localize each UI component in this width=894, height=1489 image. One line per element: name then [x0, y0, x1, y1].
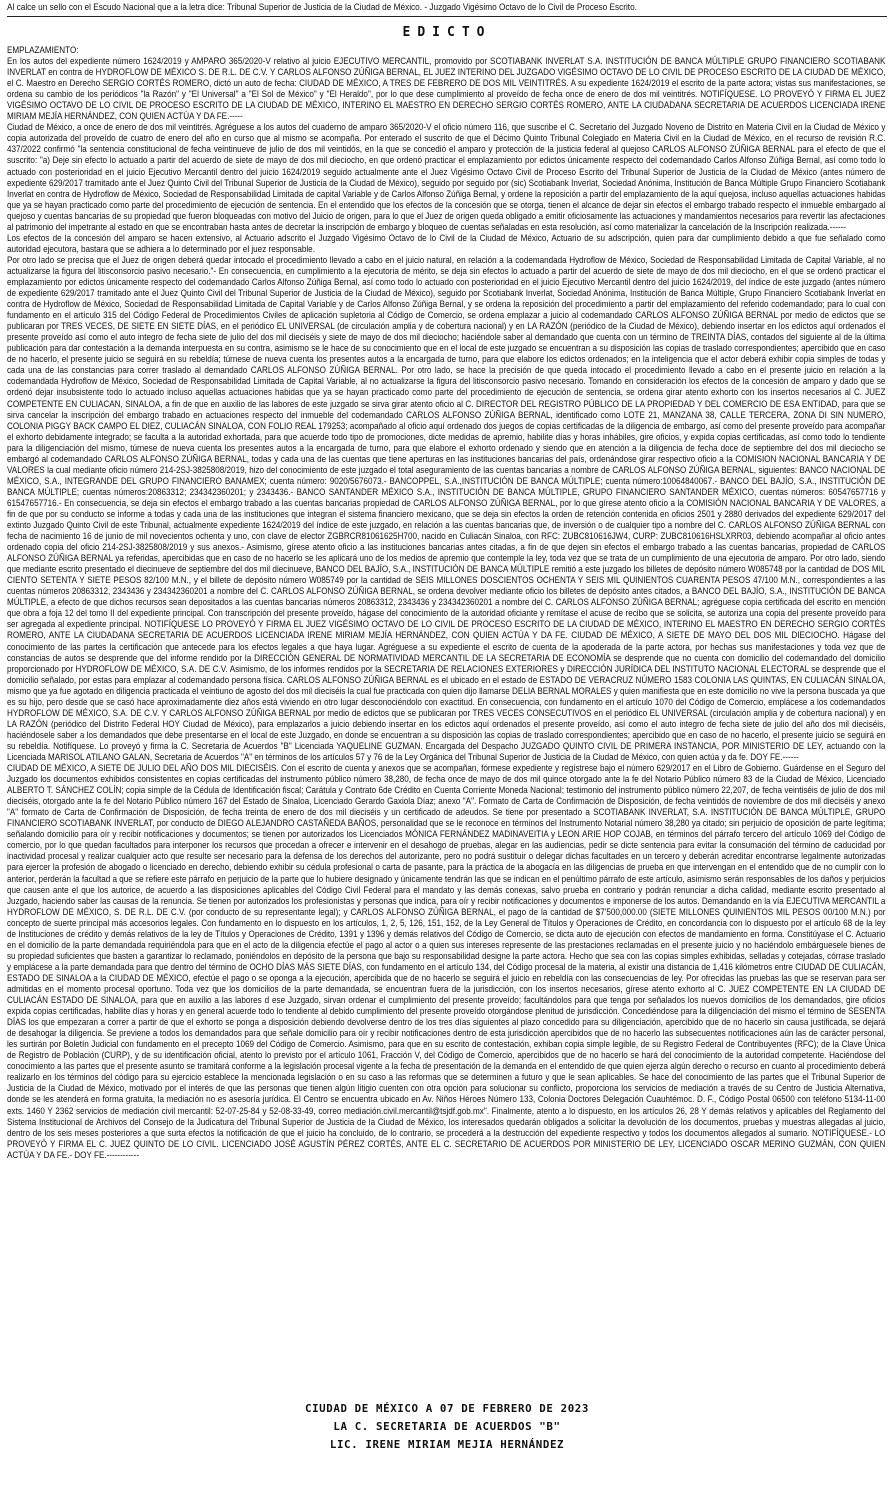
- paragraph-5: CIUDAD DE MÉXICO, A SIETE DE JULIO DEL AÑO DOS MIL DIECISÉIS. Con el escrito de cuenta y anexos que se acompañan, fórmese expediente y regístrese bajo el número 629/2017 en el Libro de Gobierno. Guárdense en el Seguro del Juzgado los documentos exhibidos consistentes en copias certificadas del instrumento público número 38,280, de fecha once de mayo de dos mil quince otorgado ante la fe del Notario Público número 83 de la Ciudad de México, Licenciado ALBERTO T. SÁNCHEZ COLÍN; copia simple de la Cédula de Identificación fiscal; Carátula y Contrato 6de Crédito en Cuenta Corriente Moneda Nacional; testimonio del instrumento público número 22,207, de fecha veintiséis de julio de dos mil dieciséis, otorgado ante la fe del Notario Público número 167 del Estado de Sinaloa, Licenciado Gerardo Gaxiola Díaz; anexo "A". Formato de Carta de Confirmación de Disposición, de fecha veintidós de noviembre de dos mil dieciséis y anexo "A" formato de Carta de Confirmación de Disposición, de fecha treinta de enero de dos mil dieciséis y un certificado de adeudos. Se tiene por presentado a SCOTIABANK INVERLAT, S.A. INSTITUCIÓN DE BANCA MÚLTIPLE, GRUPO FINANCIERO SCOTIABANK INVERLAT, por conducto de DIEGO ALEJANDRO CASTAÑEDA BAÑOS, personalidad que se le reconoce en términos del Instrumento Notarial número 38,280 ya citado; sin perjuicio de oposición de parte legítima; señalando domicilio para oír y recibir notificaciones y documentos; se tienen por autorizados los Licenciados MÓNICA FERNÁNDEZ MADINAVEITIA y LEON ARIE HOP COJAB, en términos del párrafo tercero del artículo 1069 del Código de comercio, por lo que quedan facultados para interponer los recursos que procedan a ofrecer e intervenir en el desahogo de pruebas, alegar en las audiencias, pedir se dicte sentencia para evitar la consumación del término de caducidad por inactividad procesal y realizar cualquier acto que resulte ser necesario para la defensa de los derechos del autorizante, pero no podrá sustituir o delegar dichas facultades en un tercero y deberán acreditar encontrarse legalmente autorizadas para ejercer la profesión de abogado o licenciado en derecho, debiendo exhibir su cédula profesional o carta de pasante, para la práctica de la abogacía en las diligencias de prueba en que intervengan en el entendido que de no cumplir con lo anterior, perderán la facultad a que se refiere este párrafo en perjuicio de la parte que lo hubiere designado y únicamente tendrán las que se indican en el penúltimo párrafo de este artículo, asimismo serán responsables de los daños y perjuicios que causen ante el que los autorice, de acuerdo a las disposiciones aplicables del Código Civil Federal para el mandato y las demás conexas, salvo prueba en contrario y podrán renunciar a dicha calidad, mediante escrito presentado al Juzgado, haciendo saber las causas de la renuncia. Se tienen por autorizados los profesionistas y personas que indica, para oír y recibir notificaciones y documentos e imponerse de los autos. Demandando en la vía EJECUTIVA MERCANTIL a HYDROFLOW DE MÉXICO, S. DE R.L. DE C.V. (por conducto de su representante legal); y CARLOS ALFONSO ZÚÑIGA BERNAL, el pago de la cantidad de $7'500,000.00 (SIETE MILLONES QUINIENTOS MIL PESOS 00/100 M.N.) por concepto de suerte principal más accesorios legales. Con fundamento en lo dispuesto en los artículos, 1, 2, 5, 126, 151, 152, de la Ley General de Títulos y Operaciones de Crédito, en concordancia con lo dispuesto por el artículo 68 de la ley de Instituciones de crédito y demás relativos de la ley de Títulos y Operaciones de Crédito, 1391 y 1396 y demás relativos del Código de Comercio, se dicta auto de ejecución con efectos de mandamiento en forma. Constitúyase el C. Actuario en el domicilio de la parte demandada requiriéndola para que en el acto de la diligencia efectúe el pago al actor o a quien sus intereses represente de las prestaciones reclamadas en el presente juicio y no haciéndolo embárguesele bienes de su propiedad suficientes que basten a garantizar lo reclamado, poniéndolos en depósito de la persona que bajo su responsabilidad designe la parte actora. Hecho que sea con las copias simples exhibidas, selladas y cotejadas, córrase traslado y emplácese a la parte demandada para que dentro del término de OCHO DÍAS MÁS SIETE DÍAS, con fundamento en el artículo 134, del Código procesal de la materia, al existir una distancia de 1,416 kilómetros entre CIUDAD DE CULIACÁN, ESTADO DE SINALOA a la CIUDAD DE MÉXICO, efectúe el pago o se oponga a la ejecución, apercibida que de no hacerlo se seguirá el juicio en rebeldía con las consecuencias de ley. Por ofrecidas las pruebas las que se reservan para ser admitidas en el momento procesal oportuno. Toda vez que los domicilios de la parte demandada, se encuentran fuera de la jurisdicción, con los insertos necesarios, gírese atento exhorto al C. JUEZ COMPETENTE EN LA CIUDAD DE CULIACÁN ESTADO DE SINALOA, para que en auxilio a las labores d ese Juzgado, sirvan ordenar el cumplimiento del presente proveído; facultándolos para que tenga por señalados los nuevos domicilios de los demandados, gire oficios expida copias certificadas, habilite días y horas y en general acuerde todo lo tendiente al debido cumplimiento del presente proveído otorgándose plenitud de jurisdicción. Concediéndose para la diligenciación del mismo el término de SESENTA DÍAS los que empezaran a correr a partir de que el exhorto se ponga a disposición debiendo devolverse dentro de los tres días siguientes al plazo concedido para su diligenciación, apercibido que de no hacerlo sin causa justificada, se dejará de desahogar la diligencia. Se previene a todos los demandados para que señale domicilio para oír y recibir notificaciones dentro de esta jurisdicción apercibidos que de no hacerlo las subsecuentes notificaciones aún las de carácter personal, les surtirán por Boletín Judicial con fundamento en el precepto 1069 del Código de Comercio. Asimismo, para que en su escrito de contestación, exhiban copia simple legible, de su Registro Federal de Contribuyentes (RFC); de la Clave Única de Registro de Población (CURP), y de su identificación oficial, atento lo previsto por el artículo 1061, Fracción V, del Código de Comercio, apercibidos que de no hacerlo se hará del conocimiento de la autoridad competente. Haciéndose del conocimiento a las partes que el presente asunto se tramitará conforme a la legislación procesal vigente a la fecha de presentación de la demanda en el entendido de que quien ejerza algún derecho o recurso en cuanto al procedimiento deberá realizarlo en los términos del código para su ejercicio establece la mencionada legislación o en su caso a las reformas que se determinen a futuro y que le sean aplicables. Se hace del conocimiento de las partes que el Tribunal Superior de Justicia de la Ciudad de México, motivado por el interés de que las personas que tienen algún litigio cuenten con otra opción para solucionar su conflicto, proporciona los servicios de mediación a través de su Centro de Justicia Alternativa, donde se les atenderá en forma gratuita, la mediación no es asesoría jurídica. El Centro se encuentra ubicado en Av. Niños Héroes Número 133, Colonia Doctores Delegación Cuauhtémoc. D. F., Código Postal 06500 con teléfono 5134-11-00 exts. 1460 Y 2362 servicios de mediación civil mercantil: 52-07-25-84 y 52-08-33-49, correo mediación.civil.mercantil@tsjdf.gob.mx". Finalmente, atento a lo dispuesto, en los artículos 26, 28 Y demás relativos y aplicables del Reglamento del Sistema Institucional de Archivos del Consejo de la Judicatura del Tribunal Superior de Justicia de la Ciudad de México, los interesados quedarán obligados a solicitar la devolución de los documentos, pruebas y muestras allegadas al juicio, dentro de los seis meses posteriores a que surta efectos la notificación de que el juicio ha concluido, de lo contrario, se procederá a la destrucción del expediente respectivo y todos los documentos allegados al sumario. NOTIFÍQUESE.- LO PROVEYÓ Y FIRMA EL C. JUEZ QUINTO DE LO CIVIL. LICENCIADO JOSÉ AGUSTÍN PÉREZ CORTÉS, ANTE EL C. SECRETARIO DE ACUERDOS POR MINISTERIO DE LEY, LICENCIADO OSCAR MERINO GUZMÁN, CON QUIEN ACTÚA Y DA FE.- DOY FE.------------: [7, 763, 886, 1160]
- document-title: EDICTO: [402, 25, 492, 40]
- paragraph-4: Por otro lado se precisa que el Juez de origen deberá quedar intocado el procedimiento llevado a cabo en el juicio natural, en relación a la codemandada Hydroflow de México, Sociedad de Responsabilidad Limitada de Capital Variable, al no actualizarse la figura del litisconsorcio pasivo necesario."- En consecuencia, en cumplimiento a la ejecutoria de mérito, se deja sin efectos lo actuado a partir del acuerdo de siete de mayo de dos mil dieciocho, en el que se ordenó practicar el emplazamiento por edictos únicamente respecto del codemandado Carlos Alfonso Zúñiga Bernal, así como todo lo actuado con posterioridad en el juicio Ejecutivo Mercantil dentro del juicio 1624/2019, del índice de este juzgado (antes número de expediente 629/2017 tramitado ante el Juez Quinto Civil del Tribunal Superior de Justicia de la Ciudad de México), seguido por Scotiabank Inverlat, Sociedad Anónima, Institución de Banca Múltiple, Grupo Financiero Scotiabank Inverlat en contra de Hydroflow de México, Sociedad de Responsabilidad Limitada de Capital Variable y de Carlos Alfonso Zúñiga Bernal, y se ordena la reposición del procedimiento a partir del emplazamiento del referido codemandado; para lo cual con fundamento en el artículo 315 del Código Federal de Procedimientos Civiles de aplicación supletoria al Código de Comercio, se ordena emplazar a juicio al codemandado CARLOS ALFONSO ZÚÑIGA BERNAL por medio de edictos que se publicaran por TRES VECES, DE SIETE EN SIETE DÍAS, en el periódico EL UNIVERSAL (de circulación amplia y de cobertura nacional) y en LA RAZÓN (periódico de la Ciudad de México), debiendo insertar en los edictos aquí ordenados el presente proveído así como el auto integro de fecha siete de julio del dos mil dieciséis y siete de mayo de dos mil dieciocho; haciéndole saber al demandado que cuenta con un término de TREINTA DÍAS, contados del siguiente al de la última publicación para dar contestación a la demanda interpuesta en su contra, asimismo se le hace de su conocimiento que en el local de este juzgado se encuentran a su disposición las copias de traslado correspondientes; apercibido que en caso de no hacerlo, el presente juicio se seguirá en su rebeldía; túrnese de nueva cuenta los presentes autos a la encargada de turno, para que elabore los edictos ordenados; en la inteligencia que el actor deberá exhibir copia simples de todas y cada una de las constancias para correr traslado al demandado CARLOS ALFONSO ZÚÑIGA BERNAL. Por otro lado, se hace la precisión de que queda intocado el procedimiento llevado a cabo en el presente juicio en relación a la codemandada Hydroflow de México, Sociedad de Responsabilidad Limitada de Capital Variable, al no actualizarse la figura del litisconsorcio pasivo necesario. Tomando en consideración los efectos de la concesión de amparo y dado que se ordenó dejar insubsistente todo lo actuado incluso aquellas actuaciones habidas que ya se hayan practicado como parte del procedimiento de ejecución de sentencia, se ordena girar atento exhorto con los insertos necesarios al C. JUEZ COMPETENTE EN CULIACAN, SINALOA, a fin de que en auxilio de las labores de este juzgado se sirva girar atento oficio al C. DIRECTOR DEL REGISTRO PÚBLICO DE LA PROPIEDAD Y DEL COMERCIO DE ESA ENTIDAD, para que se sirva cancelar la inscripción del embargo trabado en actuaciones respecto del inmueble del codemandado CARLOS ALFONSO ZÚÑIGA BERNAL, identificado como LOTE 21, MANZANA 38, CALLE TERCERA, ZONA DI SIN NUMERO, COLONIA PIGGY BACK CAMPO EL DIEZ, CULIACÁN SINALOA, CON FOLIO REAL 179253; acompañado al oficio aquí ordenado dos juegos de copias certificadas de la diligencia de embargo, así como del presente proveído para acompañar el exhorto debidamente integrado; se faculta a la autoridad exhortada, para que acuerde todo tipo de promociones, dicte medidas de apremio, habilite días y horas inhábiles, gire oficios, y expida copias certificadas, así como todo lo tendiente para la diligenciación del mismo, túrnese de nueva cuenta los presentes autos a la encargada de turno, para que elabore el exhorto ordenado y siendo que en atención a la diligencia de fecha doce de septiembre del dos mil dieciocho se embargó al codemandado CARLOS ALFONSO ZÚÑIGA BERNAL, todas y cada una de las cuentas que tiene aperturas en las instituciones bancarias del país, ordenándose girar respectivo oficio a la COMISION NACIONAL BANCARIA Y DE VALORES la cual mediante oficio número 214-2SJ-3825808/2019, hizo del conocimiento de este juzgado el total aseguramiento de las cuentas bancarias a nombre de CARLOS ALFONSO ZÚÑIGA BERNAL, siguientes: BANCO NACIONAL DE MÉXICO, S.A., INTEGRANDE DEL GRUPO FINANCIERO BANAMEX; cuenta número: 9020/5676073.- BANCOPPEL, S.A.,INSTITUCIÓN DE BANCA MÚLTIPLE; cuenta número:10064840067.- BANCO DEL BAJÍO, S.A., INSTITUCIÓN DE BANCA MÚLTIPLE; cuentas números:20863312; 234342360201; y 2343436.- BANCO SANTANDER MÉXICO S.A., INSTITUCIÓN DE BANCA MÚLTIPLE, GRUPO FINANCIERO SANTANDER MÉXICO, cuentas números: 60547657716 y 61547657716.- En consecuencia, se deja sin efectos el embargo trabado a las cuentas bancarias propiedad de CARLOS ALFONSO ZÚÑIGA BERNAL, por lo que gírese atento oficio a la COMISIÓN NACIONAL BANCARIA Y DE VALORES, a fin de que por su conducto se informe a todas y cada una de las instituciones que integran el sistema financiero mexicano, que se deja sin efectos la orden de retención contenida en oficios 2501 y 2880 derivados del expediente 629/2017 del extinto Juzgado Quinto Civil de este Tribunal, actualmente expediente 1624/2019 del índice de este juzgado, en relación a las cuentas bancarias que, de inversión o de cualquier tipo a nombre del C. CARLOS ALFONSO ZÚÑIGA BERNAL con fecha de nacimiento 16 de junio de mil novecientos ochenta y uno, con clave de elector ZGBRCR81061625H700, nacido en Culiacán Sinaloa, con RFC: ZUBC810616JW4, CURP: ZUBC810616HSLXRR03, debiendo acompañar al oficio antes ordenado copia del oficio 214-2SJ-3825808/2019 y sus anexos.- Asimismo, gírese atento oficio a las instituciones bancarias antes citadas, a fin de que dejen sin efectos el embargo trabado a las cuentas bancarias, propiedad de CARLOS ALFONSO ZÚÑIGA BERNAL ya referidas, apercibidas que en caso de no hacerlo se les aplicará uno de los medios de apremio que contemple la ley, toda vez que se trata de un cumplimiento de una ejecutoria de amparo. Por otro lado, siendo que mediante escrito presentado el diecinueve de septiembre del dos mil diecinueve, BANCO DEL BAJÍO, S.A., INSTITUCIÓN DE BANCA MÚLTIPLE remitió a este juzgado los billetes de depósito número W085748 por la cantidad de DOS MIL CIENTO SETENTA Y SIETE PESOS 82/100 M.N., y el billete de depósito número W085749 por la cantidad de SEIS MILLONES DOSCIENTOS OCHENTA Y SEIS MIL QUINIENTOS CUARENTA PESOS 47/100 M.N., correspondientes a las cuentas números 20863312, 2343436 y 234342360201 a nombre del C. CARLOS ALFONSO ZÚÑIGA BERNAL, se ordena devolver mediante oficio los billetes de depósito antes citados, a BANCO DEL BAJÍO, S.A., INSTITUCIÓN DE BANCA MÚLTIPLE, a efecto de que dichos recursos sean depositados a las cuentas bancarias números 20863312, 2343436 y 234342360201 a nombre del C. CARLOS ALFONSO ZÚÑIGA BERNAL; agréguese copia certificada del escrito en mención que obra a foja 12 del tomo II del expediente principal. Con transcripción del presente proveído, hágase del conocimiento de la autoridad oficiante y remítase el acuse de recibo que se solicita, se autoriza una copia del presente proveído para ser agregada al expediente principal. NOTIFÍQUESE LO PROVEYÓ Y FIRMA EL JUEZ VIGÉSIMO OCTAVO DE LO CIVIL DE PROCESO ESCRITO DE LA CIUDAD DE MÉXICO, INTERINO EL MAESTRO EN DERECHO SERGIO CORTÉS ROMERO, ANTE LA CIUDADANA SECRETARIA DE ACUERDOS LICENCIADA IRENE MIRIAM MEJÍA HERNÁNDEZ, CON QUIEN ACTÚA Y DA FE. CIUDAD DE MÉXICO, A SIETE DE MAYO DEL DOS MIL DIECIOCHO. Hágase del conocimiento de las partes la certificación que antecede para los efectos legales a que haya lugar. Agréguese a su expediente el escrito de cuenta de la apoderada de la parte actora, por hechas sus manifestaciones y toda vez que de constancias de autos se desprende que del informe rendido por la DIRECCIÓN GENERAL DE NORMATIVIDAD MERCANTIL DE LA SECRETARIA DE ECONOMÍA se desprende que no cuenta con domicilio del codemandado del domicilio proporcionado por HYDROFLOW DE MÉXICO, S.A. DE C.V. Asimismo, de los informes rendidos por la SECRETARIA DE RELACIONES EXTERIORES y DIRECCIÓN JURÍDICA DEL INSTITUTO NACIONAL ELECTORAL se desprende que el domicilio señalado, por estas para emplazar al codemandado persona física. CARLOS ALFONSO ZÚÑIGA BERNAL es el ubicado en el estado de ESTADO DE VERACRUZ NÚMERO 1583 COLONIA LAS QUINTAS, EN CULIACÁN SINALOA, mismo que ya fue agotado en diligencia practicada el veintiuno de agosto del dos mil dieciséis la cual fue practicada con quien dijo llamarse DELIA BERNAL MORALES y quien manifiesta que en este domicilio no vive la persona buscada ya que es su hijo, pero desde que se casó hace aproximadamente diez años está viviendo en otro lugar desconociéndolo con exactitud. En consecuencia, con fundamento en el artículo 1070 del Código de Comercio, emplácese a los codemandados HYDROFLOW DE MÉXICO, S.A. DE C.V. Y CARLOS ALFONSO ZÚÑIGA BERNAL por medio de edictos que se publicaran por TRES VECES CONSECUTIVOS en el periódico EL UNIVERSAL (circulación amplia y de cobertura nacional) y en LA RAZÓN (periódico del Distrito Federal HOY Ciudad de México), para emplazarlos a juicio debiendo insertar en los edictos aquí ordenados el presente proveído, así como el auto integro de fecha siete de julio del año dos mil dieciséis, haciéndosele saber a los demandados que debe presentarse en el local de este Juzgado, en donde se encuentran a su disposición las copias de traslado correspondientes; apercibido que en caso de no hacerlo, el presente juicio se seguirá en su rebeldía. Notifíquese. Lo proveyó y firma la C. Secretaria de Acuerdos "B" Licenciada YAQUELINE GUZMAN. Encargada del Despacho JUZGADO QUINTO CIVIL DE PRIMERA INSTANCIA, POR MINISTERIO DE LEY, actuando con la Licenciada MARISOL ATILANO GALAN, Secretaria de Acuerdos "A" en términos de los artículos 57 y 76 de la Ley Orgánica del Tribunal Superior de Justicia de la Ciudad de México, con quien actúa y da fe. DOY FE.------: [7, 254, 886, 762]
- body-text: [7, 45, 885, 1161]
- paragraph-2: Ciudad de México, a once de enero de dos mil veintitrés. Agréguese a los autos del cuaderno de amparo 365/2020-V el oficio número 116, que suscribe el C. Secretario del Juzgado Noveno de Distrito en Materia Civil en la Ciudad de México y copia autorizada del proveído de cuatro de enero del año en curso que al mismo se acompaña. Por enterado el suscrito de que el Décimo Quinto Tribunal Colegiado en Materia Civil en la Ciudad de México, en el recurso de revisión R.C. 437/2022 confirmó "la sentencia constitucional de fecha veintinueve de julio de dos mil veintidós, en la que se concedió el amparo y protección de la justicia federal al quejoso CARLOS ALFONSO ZÚÑIGA BERNAL para el efecto de que el suscrito: "a) Deje sin efecto lo actuado a partir del acuerdo de siete de mayo de dos mil dieciocho, en que ordenó practicar el emplazamiento por edictos únicamente respecto del codemandado Carlos Alfonso Zúñiga Bernal, así como todo lo actuado con posterioridad en el juicio Ejecutivo Mercantil dentro del juicio 1624/2019 seguido actualmente ante el Juez Vigésimo Octavo Civil de Proceso Escrito del Tribunal Superior de Justicia de la Ciudad de México (antes número de expediente 629/2017 tramitado ante el Juez Quinto Civil del Tribunal Superior de Justicia de la Ciudad de México), seguido por seguido por (sic) Scotiabank Inverlat, Sociedad Anónima, Institución de Banca Múltiple Grupo Financiero Scotiabank Inverlat en contra de Hydroflow de México, Sociedad de Responsabilidad Limitada de capital Variable y de Carlos Alfonso Zúñiga Bernal, y ordene la reposición a partir del emplazamiento de la aquí quejosa, incluso aquellas actuaciones habidas que ya se hayan practicado como parte del procedimiento de ejecución de sentencia. En el entendido que los efectos de la concesión que se otorga, tienen el alcance de dejar sin efectos el embargo trabado respecto el inmueble embargado al quejoso y cuentas bancarias de su propiedad que fueron bloqueadas con motivo del Juicio de origen, para lo que el Juez de origen queda obligado a emitir oficiosamente las actuaciones y mandamientos necesarios para revertir las afectaciones al patrimonio del impetrante al estado en que se encontraban hasta antes de decretar la inscripción de embargo y bloqueo de cuentas señaladas en esta resolución, así como materializar la cancelación de la Inscripción realizada.------: [7, 122, 886, 232]
- paragraph-3: Los efectos de la concesión del amparo se hacen extensivo, al Actuario adscrito el Juzgado Vigésimo Octavo de lo Civil de la Ciudad de México, Actuario de su adscripción, quien para dar cumplimiento debido a que fue señalado como autoridad ejecutora, bastara que se adhiera a lo determinado por el juez responsable.: [7, 232, 886, 254]
- footer-date-line: CIUDAD DE MÉXICO A 07 DE FEBRERO DE 2023: [304, 1402, 589, 1415]
- footer-secretary-title: LA C. SECRETARIA DE ACUERDOS "B": [333, 1420, 561, 1433]
- paragraph-1: En los autos del expediente número 1624/2019 y AMPARO 365/2020-V relativo al juicio EJECUTIVO MERCANTIL, promovido por SCOTIABANK INVERLAT S.A. INSTITUCIÓN DE BANCA MÚLTIPLE GRUPO FINANCIERO SCOTIABANK INVERLAT en contra de HYDROFLOW DE MÉXICO S. DE R.L. DE C.V. Y CARLOS ALFONSO ZÚÑIGA BERNAL, EL JUEZ INTERINO DEL JUZGADO VIGÉSIMO OCTAVO DE LO CIVIL DE PROCESO ESCRITO DE LA CIUDAD DE MÉXICO, el C. Maestro en Derecho SERGIO CORTÉS ROMERO, dictó un auto de fecha: CIUDAD DE MÉXICO, A TRES DE FEBRERO DE DOS MIL VEINTITRÉS. A su expediente 1624/2019 el escrito de la parte actora; vistas sus manifestaciones, se ordena su cambio de los periódicos "la Razón" y "El Universal" a "El Sol de México" y "El Heraldo", por lo que dese cumplimiento al proveído de fecha once de enero de dos mil veintitrés. NOTIFÍQUESE. LO PROVEYÓ Y FIRMA EL JUEZ VIGÉSIMO OCTAVO DE LO CIVIL DE PROCESO ESCRITO DE LA CIUDAD DE MÉXICO, INTERINO EL MAESTRO EN DERECHO SERGIO CORTÉS ROMERO, ANTE LA CIUDADANA SECRETARIA DE ACUERDOS LICENCIADA IRENE MIRIAM MEJÍA HERNÁNDEZ, CON QUIEN ACTÚA Y DA FE.-----: [7, 56, 886, 122]
- section-label: EMPLAZAMIENTO:: [7, 45, 79, 55]
- header-divider: [7, 16, 887, 17]
- footer-secretary-name: LIC. IRENE MIRIAM MEJIA HERNÁNDEZ: [329, 1438, 565, 1451]
- seal-header: Al calce un sello con el Escudo Nacional que a la letra dice: Tribunal Superior de Justicia de la Ciudad de México. - Juzgado Vigésimo Octavo de lo Civil de Proceso Escrito.: [7, 2, 637, 13]
- document-body: [7, 45, 887, 1392]
